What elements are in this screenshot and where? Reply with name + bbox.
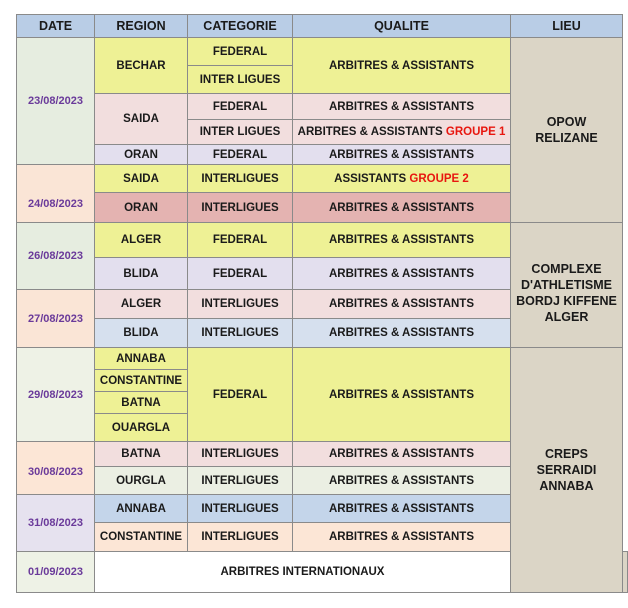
categorie-cell: FEDERAL — [188, 94, 293, 120]
lieu-cell-empty — [623, 552, 628, 593]
date-cell: 26/08/2023 — [17, 223, 95, 290]
categorie-cell: INTER LIGUES — [188, 120, 293, 145]
categorie-cell: INTERLIGUES — [188, 523, 293, 552]
qualite-cell: ARBITRES & ASSISTANTS — [293, 258, 511, 290]
categorie-cell: FEDERAL — [188, 348, 293, 442]
region-cell: BLIDA — [95, 258, 188, 290]
categorie-cell: INTERLIGUES — [188, 319, 293, 348]
categorie-cell: INTER LIGUES — [188, 66, 293, 94]
region-cell: ALGER — [95, 290, 188, 319]
region-cell: ANNABA — [95, 495, 188, 523]
categorie-cell: INTERLIGUES — [188, 495, 293, 523]
qualite-cell: ARBITRES & ASSISTANTS — [293, 442, 511, 467]
lieu-cell-creps — [511, 348, 623, 593]
categorie-cell: FEDERAL — [188, 38, 293, 66]
categorie-cell: INTERLIGUES — [188, 165, 293, 193]
region-cell: BECHAR — [95, 38, 188, 94]
qualite-cell: ARBITRES & ASSISTANTS — [293, 495, 511, 523]
categorie-cell: FEDERAL — [188, 145, 293, 165]
categorie-cell: INTERLIGUES — [188, 290, 293, 319]
lieu-line: CREPS — [544, 447, 589, 461]
region-cell: BATNA — [95, 442, 188, 467]
qualite-cell: ARBITRES & ASSISTANTS — [293, 467, 511, 495]
lieu-line: BORDJ KIFFENE — [516, 294, 617, 308]
date-cell: 29/08/2023 — [17, 348, 95, 442]
merged-cell: ARBITRES INTERNATIONAUX — [95, 552, 511, 593]
lieu-line: RELIZANE — [535, 131, 598, 145]
header-qualite: QUALITE — [293, 15, 511, 38]
table-row — [17, 223, 628, 258]
lieu-line: COMPLEXE — [531, 262, 602, 276]
date-cell: 01/09/2023 — [17, 552, 95, 593]
lieu-line: ALGER — [544, 310, 589, 324]
date-cell: 27/08/2023 — [17, 290, 95, 348]
qualite-text: ARBITRES & ASSISTANTS — [297, 126, 443, 138]
region-cell: BLIDA — [95, 319, 188, 348]
region-cell: ORAN — [95, 193, 188, 223]
categorie-cell: INTERLIGUES — [188, 467, 293, 495]
qualite-cell: ARBITRES & ASSISTANTS — [293, 193, 511, 223]
categorie-cell: FEDERAL — [188, 258, 293, 290]
categorie-cell: INTERLIGUES — [188, 442, 293, 467]
table-row — [17, 348, 628, 370]
region-cell: BATNA — [95, 392, 188, 414]
date-cell: 30/08/2023 — [17, 442, 95, 495]
qualite-text: ASSISTANTS — [334, 172, 407, 185]
date-cell: 24/08/2023 — [17, 165, 95, 223]
qualite-cell: ARBITRES & ASSISTANTS — [293, 38, 511, 94]
categorie-cell: FEDERAL — [188, 223, 293, 258]
schedule-table — [16, 14, 628, 593]
lieu-line: SERRAIDI — [536, 463, 597, 477]
header-region: REGION — [95, 15, 188, 38]
lieu-cell-complexe — [511, 223, 623, 348]
region-cell: SAIDA — [95, 94, 188, 145]
lieu-line: OPOW — [546, 115, 587, 129]
categorie-cell: INTERLIGUES — [188, 193, 293, 223]
date-cell: 23/08/2023 — [17, 38, 95, 165]
qualite-cell: ARBITRES & ASSISTANTS — [293, 145, 511, 165]
lieu-line: D'ATHLETISME — [521, 278, 612, 292]
header-row — [17, 15, 628, 38]
region-cell: OUARGLA — [95, 414, 188, 442]
header-lieu: LIEU — [511, 15, 623, 38]
qualite-cell: ARBITRES & ASSISTANTS — [293, 523, 511, 552]
region-cell: ORAN — [95, 145, 188, 165]
qualite-cell: ARBITRES & ASSISTANTS — [293, 223, 511, 258]
region-cell: OURGLA — [95, 467, 188, 495]
region-cell: ANNABA — [95, 348, 188, 370]
region-cell: SAIDA — [95, 165, 188, 193]
header-categorie: CATEGORIE — [188, 15, 293, 38]
lieu-line: ANNABA — [539, 479, 594, 493]
group-label: GROUPE 2 — [409, 172, 469, 185]
header-date: DATE — [17, 15, 95, 38]
group-label: GROUPE 1 — [445, 126, 506, 138]
region-cell: CONSTANTINE — [95, 523, 188, 552]
date-cell: 31/08/2023 — [17, 495, 95, 552]
lieu-cell-opow — [511, 38, 623, 223]
qualite-cell — [293, 120, 511, 145]
region-cell: CONSTANTINE — [95, 370, 188, 392]
qualite-cell: ARBITRES & ASSISTANTS — [293, 319, 511, 348]
qualite-cell: ARBITRES & ASSISTANTS — [293, 290, 511, 319]
qualite-cell: ARBITRES & ASSISTANTS — [293, 94, 511, 120]
qualite-cell — [293, 165, 511, 193]
table-row — [17, 38, 628, 66]
qualite-cell: ARBITRES & ASSISTANTS — [293, 348, 511, 442]
region-cell: ALGER — [95, 223, 188, 258]
